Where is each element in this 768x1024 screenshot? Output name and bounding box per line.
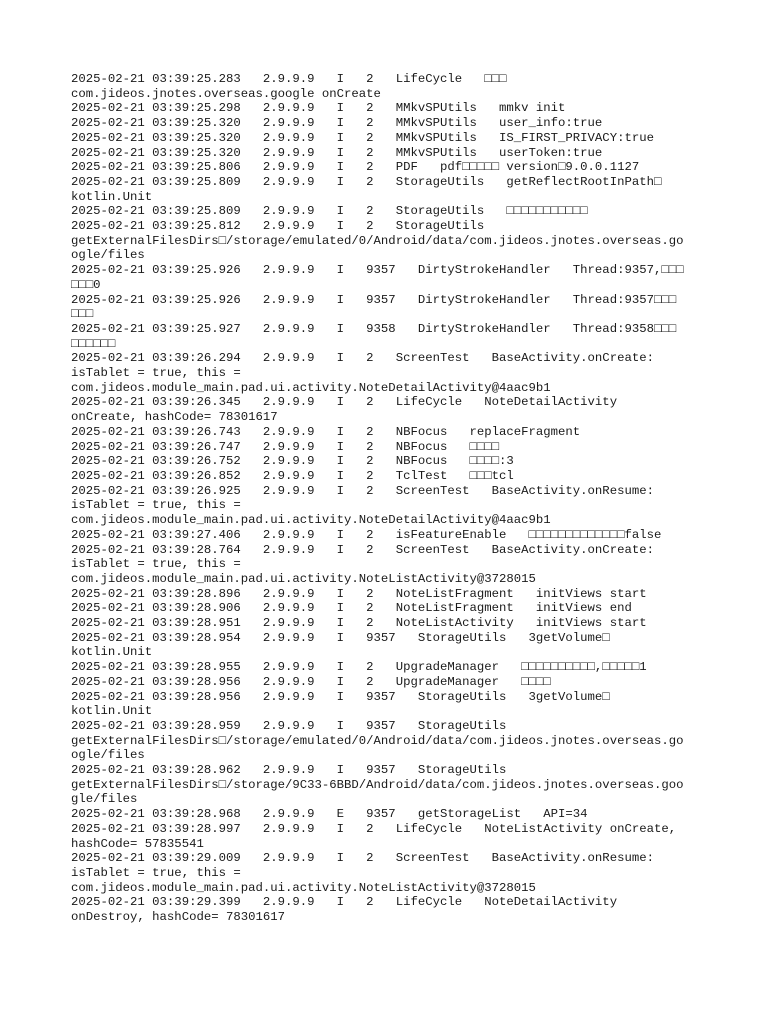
- log-entry: 2025-02-21 03:39:27.406 2.9.9.9 I 2 isFeatureEnable □□□□□□□□□□□□□false: [71, 527, 662, 542]
- log-entry: 2025-02-21 03:39:28.997 2.9.9.9 I 2 LifeCycle NoteListActivity onCreate, hashCode= 57835541: [71, 821, 677, 851]
- log-entry: 2025-02-21 03:39:25.298 2.9.9.9 I 2 MMkvSPUtils mmkv init: [71, 101, 566, 116]
- log-entry: 2025-02-21 03:39:28.956 2.9.9.9 I 2 UpgradeManager □□□□: [71, 674, 551, 689]
- log-entry: 2025-02-21 03:39:25.812 2.9.9.9 I 2 StorageUtils getExternalFilesDirs□/storage/emulated/0/Android/data/com.jideos.jnotes.overseas.go ogle/files: [71, 219, 684, 263]
- log-entry: 2025-02-21 03:39:28.906 2.9.9.9 I 2 NoteListFragment initViews end: [71, 601, 632, 616]
- log-entry: 2025-02-21 03:39:28.954 2.9.9.9 I 9357 StorageUtils 3getVolume□ kotlin.Unit: [71, 630, 610, 660]
- log-entry: 2025-02-21 03:39:26.852 2.9.9.9 I 2 TclTest □□□tcl: [71, 468, 514, 483]
- log-entry: 2025-02-21 03:39:29.399 2.9.9.9 I 2 LifeCycle NoteDetailActivity onDestroy, hashCode= 78301617: [71, 895, 618, 925]
- log-entry: 2025-02-21 03:39:25.320 2.9.9.9 I 2 MMkvSPUtils IS_FIRST_PRIVACY:true: [71, 130, 654, 145]
- log-entry: 2025-02-21 03:39:26.743 2.9.9.9 I 2 NBFocus replaceFragment: [71, 424, 581, 439]
- log-entry: 2025-02-21 03:39:25.809 2.9.9.9 I 2 StorageUtils □□□□□□□□□□□: [71, 204, 588, 219]
- log-entry: 2025-02-21 03:39:25.806 2.9.9.9 I 2 PDF pdf□□□□□ version□9.0.0.1127: [71, 160, 640, 175]
- log-entry: 2025-02-21 03:39:26.747 2.9.9.9 I 2 NBFocus □□□□: [71, 439, 500, 454]
- log-entry: 2025-02-21 03:39:28.962 2.9.9.9 I 9357 StorageUtils getExternalFilesDirs□/storage/9C33-6BBD/Android/data/com.jideos.jnotes.overseas.goo gle/files: [71, 763, 684, 807]
- log-entry: 2025-02-21 03:39:28.959 2.9.9.9 I 9357 StorageUtils getExternalFilesDirs□/storage/emulated/0/Android/data/com.jideos.jnotes.overseas.go ogle/files: [71, 718, 684, 763]
- log-entry: 2025-02-21 03:39:25.926 2.9.9.9 I 9357 DirtyStrokeHandler Thread:9357□□□ □□□: [71, 292, 677, 322]
- log-entry: 2025-02-21 03:39:28.896 2.9.9.9 I 2 NoteListFragment initViews start: [71, 586, 647, 601]
- log-entry: 2025-02-21 03:39:29.009 2.9.9.9 I 2 ScreenTest BaseActivity.onResume: isTablet = true, this = com.jideos.module_main.pad.ui.activity.NoteListActivity@3728015: [71, 851, 654, 895]
- log-entry: 2025-02-21 03:39:25.320 2.9.9.9 I 2 MMkvSPUtils user_info:true: [71, 116, 603, 131]
- log-entry: 2025-02-21 03:39:25.320 2.9.9.9 I 2 MMkvSPUtils userToken:true: [71, 145, 603, 160]
- log-entry: 2025-02-21 03:39:26.345 2.9.9.9 I 2 LifeCycle NoteDetailActivity onCreate, hashCode= 78301617: [71, 395, 618, 425]
- log-document: [71, 72, 731, 925]
- log-entry: 2025-02-21 03:39:28.956 2.9.9.9 I 9357 StorageUtils 3getVolume□ kotlin.Unit: [71, 689, 610, 719]
- log-entry: 2025-02-21 03:39:25.926 2.9.9.9 I 9357 DirtyStrokeHandler Thread:9357,□□□ □□□0: [71, 263, 684, 292]
- log-entry: 2025-02-21 03:39:25.927 2.9.9.9 I 9358 DirtyStrokeHandler Thread:9358□□□ □□□□□□: [71, 321, 677, 351]
- log-entry: 2025-02-21 03:39:28.764 2.9.9.9 I 2 ScreenTest BaseActivity.onCreate: isTablet = true, this = com.jideos.module_main.pad.ui.activity.NoteListActivity@3728015: [71, 542, 654, 586]
- log-entry: 2025-02-21 03:39:28.955 2.9.9.9 I 2 UpgradeManager □□□□□□□□□□,□□□□□1: [71, 660, 647, 675]
- log-entry: 2025-02-21 03:39:26.925 2.9.9.9 I 2 ScreenTest BaseActivity.onResume: isTablet = true, this = com.jideos.module_main.pad.ui.activity.NoteDetailActivity@4aac9b1: [71, 483, 654, 528]
- log-entry: 2025-02-21 03:39:25.283 2.9.9.9 I 2 LifeCycle □□□ com.jideos.jnotes.overseas.google onCreate: [71, 72, 507, 101]
- log-entry: 2025-02-21 03:39:28.951 2.9.9.9 I 2 NoteListActivity initViews start: [71, 616, 647, 631]
- log-entry: 2025-02-21 03:39:25.809 2.9.9.9 I 2 StorageUtils getReflectRootInPath□ kotlin.Unit: [71, 174, 662, 204]
- log-entry: 2025-02-21 03:39:26.752 2.9.9.9 I 2 NBFocus □□□□:3: [71, 454, 514, 469]
- log-entry: 2025-02-21 03:39:28.968 2.9.9.9 E 9357 getStorageList API=34: [71, 807, 588, 822]
- log-entry: 2025-02-21 03:39:26.294 2.9.9.9 I 2 ScreenTest BaseActivity.onCreate: isTablet = true, this = com.jideos.module_main.pad.ui.activity.NoteDetailActivity@4aac9b1: [71, 351, 654, 395]
